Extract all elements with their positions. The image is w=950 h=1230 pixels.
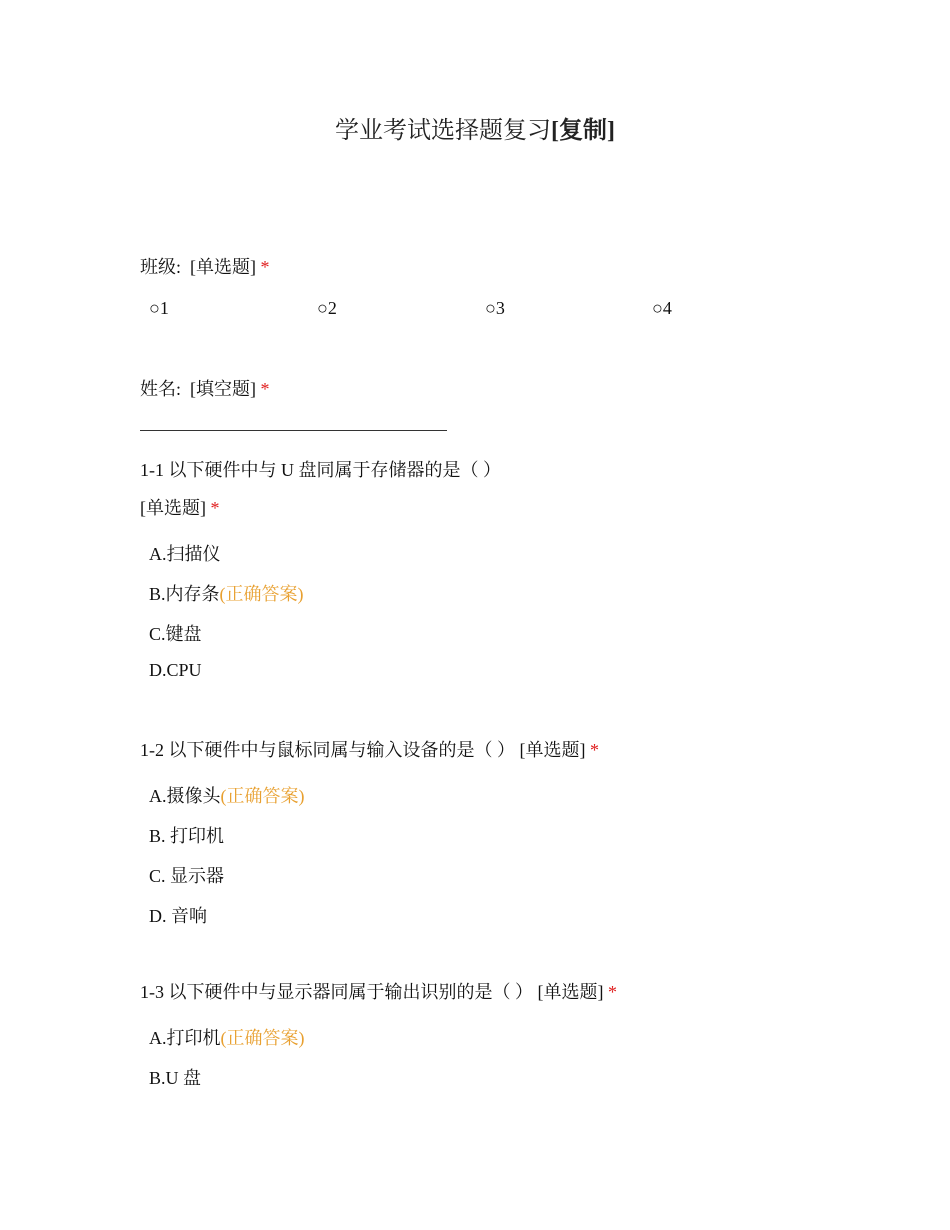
required-mark: *: [210, 498, 220, 518]
class-question: [140, 253, 270, 279]
correct-answer-tag: (正确答案): [219, 584, 304, 604]
q1-2-option-a[interactable]: [149, 782, 305, 808]
q1-2-option-b[interactable]: B. 打印机: [149, 826, 225, 846]
question-1-3: [140, 978, 617, 1004]
question-text: 1-3 以下硬件中与显示器同属于输出识别的是（ ）: [140, 982, 533, 1002]
question-type: [填空题]: [190, 379, 257, 399]
question-1-1-text: 1-1 以下硬件中与 U 盘同属于存储器的是（ ）: [140, 460, 501, 480]
option-label: A.打印机: [149, 1028, 221, 1048]
question-1-2: [140, 736, 599, 762]
name-label: 姓名:: [140, 379, 182, 399]
question-type: [单选题]: [537, 982, 604, 1002]
class-option-4[interactable]: ○4: [652, 298, 672, 318]
class-label: 班级:: [140, 257, 182, 277]
title-suffix: [复制]: [551, 118, 615, 144]
required-mark: *: [260, 257, 270, 277]
page-title: [0, 110, 950, 145]
correct-answer-tag: (正确答案): [220, 786, 305, 806]
required-mark: *: [608, 982, 617, 1002]
correct-answer-tag: (正确答案): [220, 1028, 305, 1048]
question-type: [单选题]: [190, 257, 257, 277]
class-option-2[interactable]: ○2: [317, 298, 337, 318]
q1-3-option-a[interactable]: [149, 1024, 305, 1050]
required-mark: *: [590, 740, 599, 760]
q1-2-option-c[interactable]: C. 显示器: [149, 866, 225, 886]
q1-1-option-a[interactable]: A.扫描仪: [149, 544, 221, 564]
required-mark: *: [260, 379, 270, 399]
question-type: [单选题]: [519, 740, 586, 760]
name-fill-line[interactable]: [140, 430, 447, 431]
name-question: [140, 375, 270, 401]
question-text: 1-2 以下硬件中与鼠标同属与输入设备的是（ ）: [140, 740, 515, 760]
q1-1-option-c[interactable]: C.键盘: [149, 624, 202, 644]
question-type: [单选题]: [140, 498, 206, 518]
title-main: 学业考试选择题复习: [335, 118, 551, 144]
q1-1-option-d[interactable]: D.CPU: [149, 660, 202, 680]
q1-3-option-b[interactable]: B.U 盘: [149, 1068, 202, 1088]
class-option-3[interactable]: ○3: [485, 298, 505, 318]
q1-2-option-d[interactable]: D. 音响: [149, 906, 207, 926]
question-1-1-type: [140, 494, 220, 520]
class-option-1[interactable]: ○1: [149, 298, 169, 318]
q1-1-option-b[interactable]: [149, 580, 304, 606]
option-label: A.摄像头: [149, 786, 221, 806]
option-label: B.内存条: [149, 584, 220, 604]
